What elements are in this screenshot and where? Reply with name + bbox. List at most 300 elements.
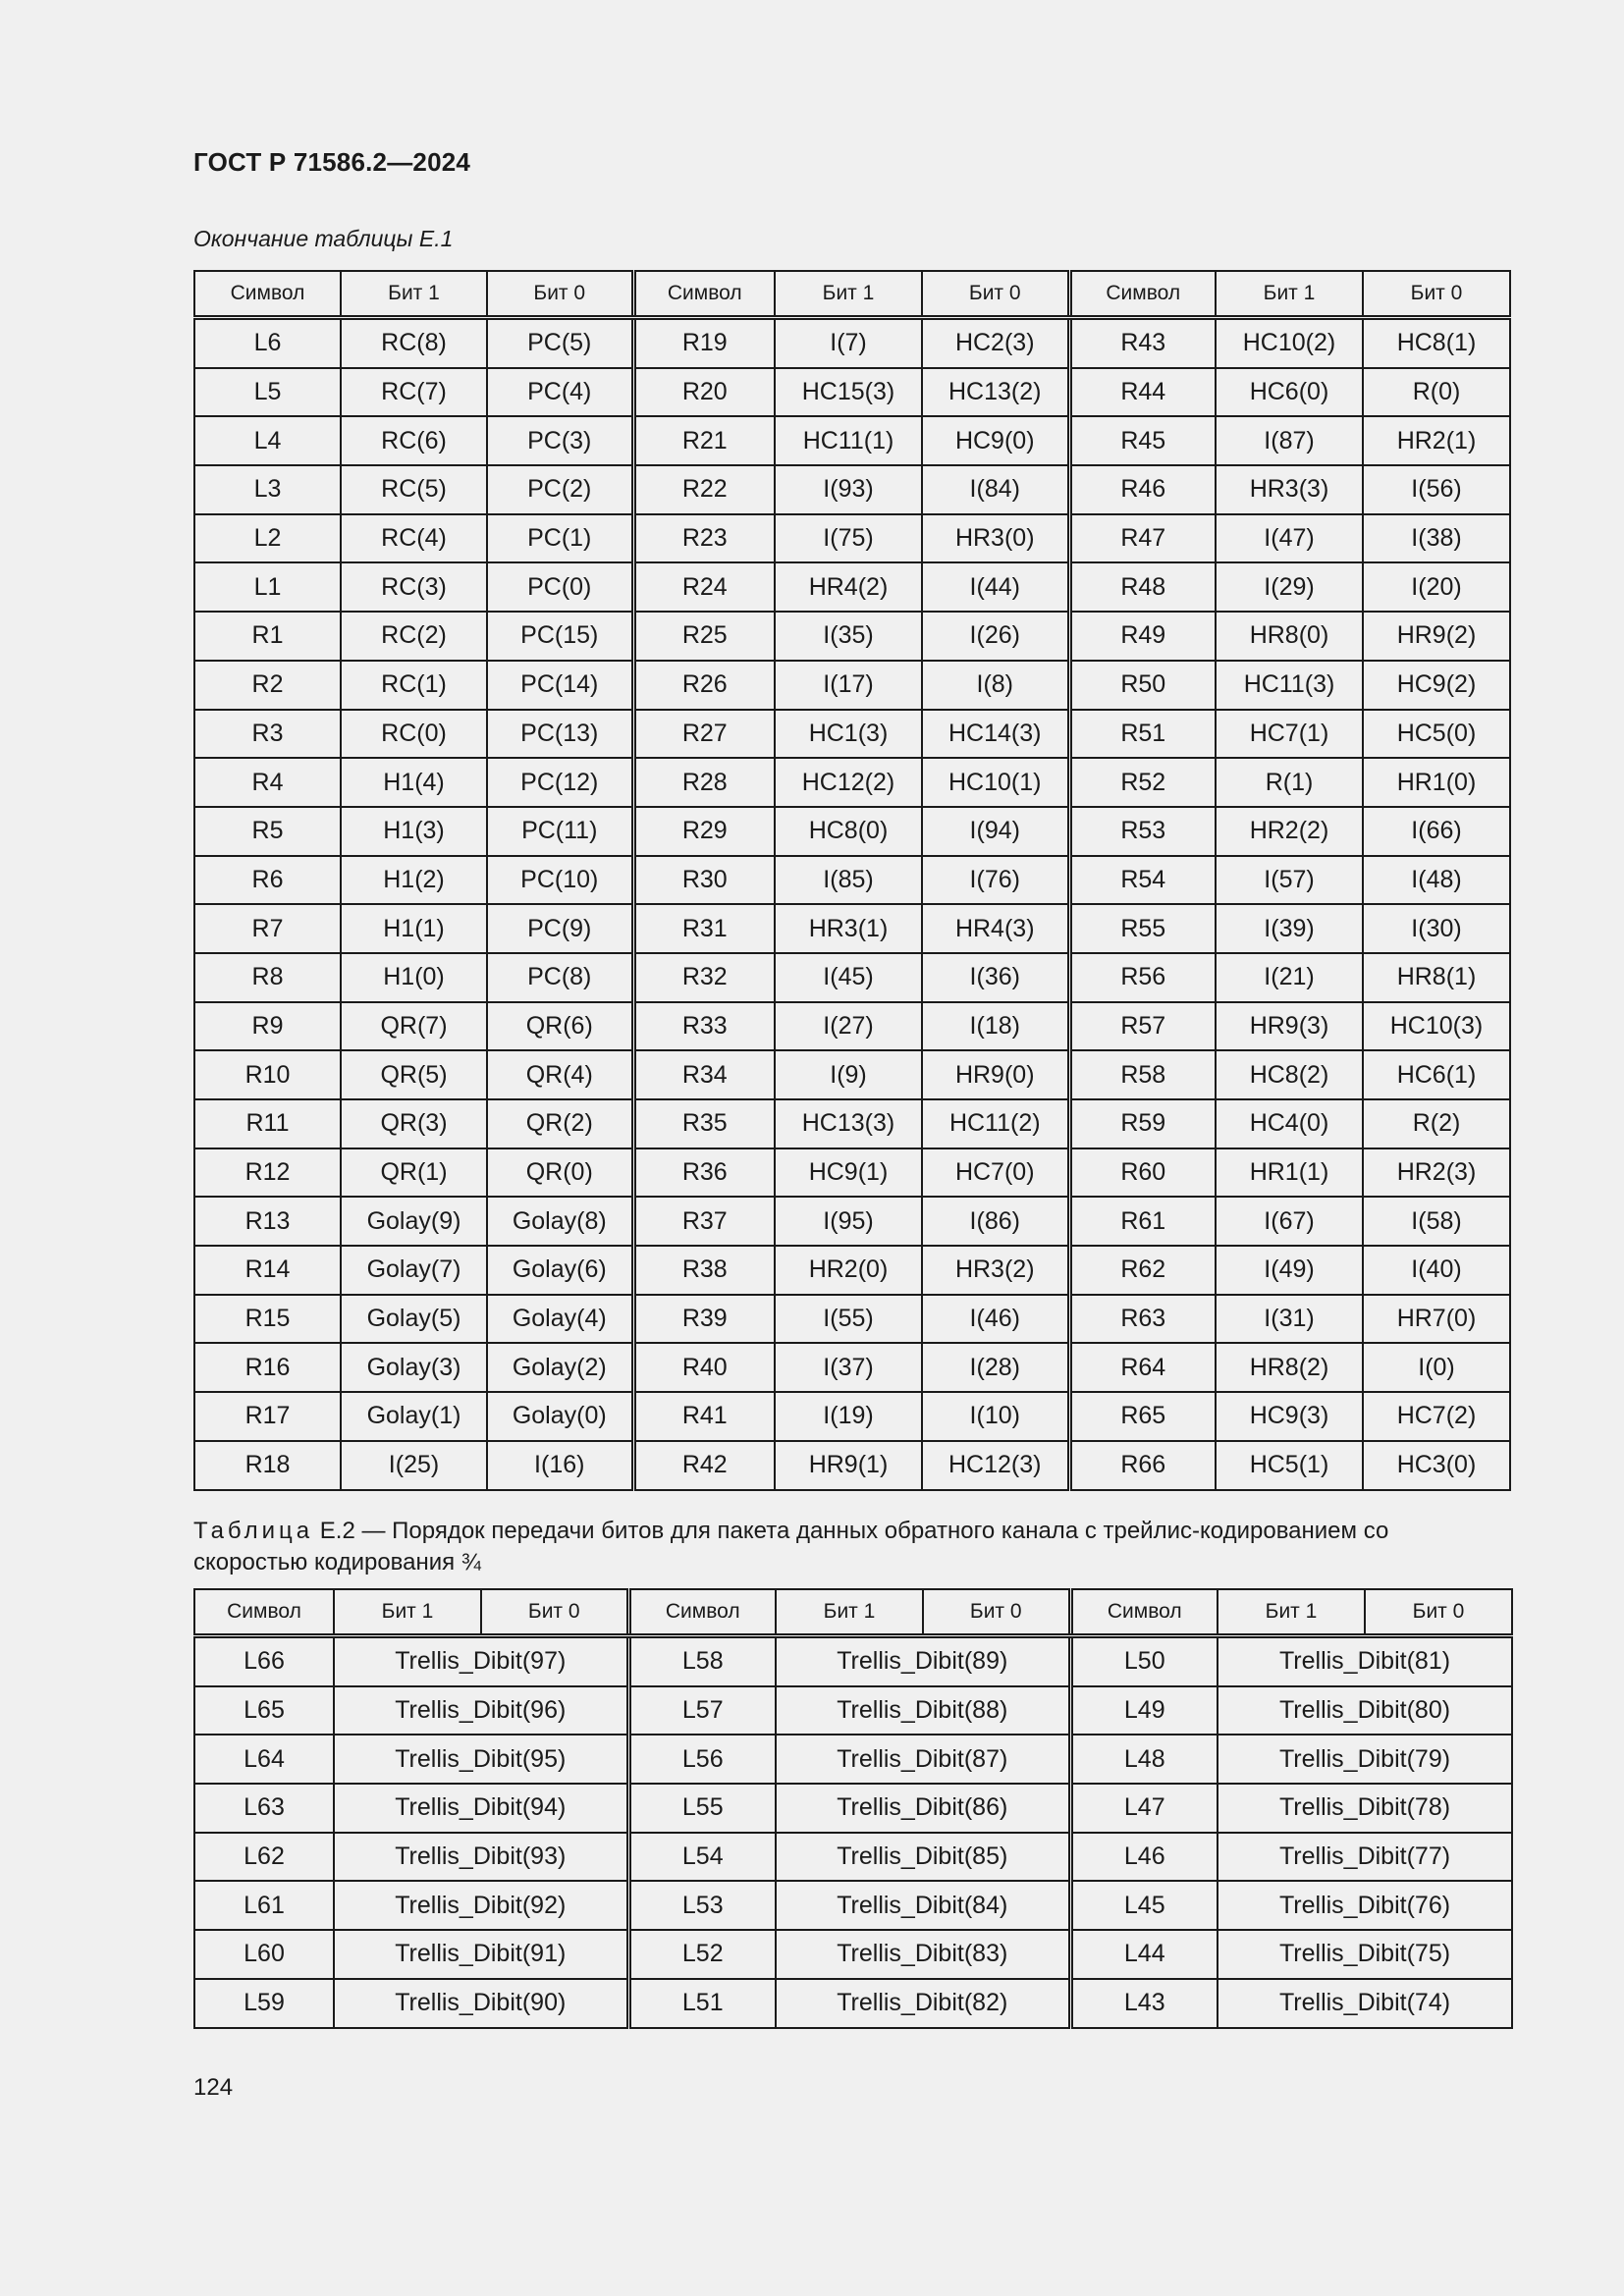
table-cell: R8 [194,953,341,1002]
dibit-cell: Trellis_Dibit(81) [1218,1636,1512,1686]
symbol-cell: L50 [1070,1636,1218,1686]
table-cell: HR1(1) [1216,1148,1363,1198]
document-header: ГОСТ Р 71586.2—2024 [193,147,471,177]
table-cell: I(16) [487,1441,633,1490]
table-cell: I(9) [775,1050,922,1099]
table-cell: L6 [194,318,341,368]
table-cell: HC8(0) [775,807,922,856]
table-cell: HC6(1) [1363,1050,1510,1099]
table-cell: QR(2) [487,1099,633,1148]
table-cell: RC(6) [341,416,487,465]
table-cell: QR(7) [341,1002,487,1051]
table-cell: R35 [633,1099,775,1148]
symbol-cell: L65 [194,1686,334,1735]
table-cell: R(1) [1216,758,1363,807]
table-cell: Golay(4) [487,1295,633,1344]
table-cell: R24 [633,562,775,612]
table-cell: I(26) [922,612,1069,661]
dibit-cell: Trellis_Dibit(95) [334,1735,628,1784]
table-cell: R58 [1069,1050,1216,1099]
table-cell: HR9(2) [1363,612,1510,661]
table-cell: R65 [1069,1392,1216,1441]
table-cell: H1(2) [341,856,487,905]
table-cell: HC7(0) [922,1148,1069,1198]
column-header: Бит 0 [487,271,633,318]
symbol-cell: L62 [194,1833,334,1882]
table-cell: HC8(1) [1363,318,1510,368]
dibit-cell: Trellis_Dibit(83) [776,1930,1070,1979]
table-cell: R34 [633,1050,775,1099]
table-cell: L3 [194,465,341,514]
table-cell: R1 [194,612,341,661]
table-row [194,562,1510,612]
table-row [194,904,1510,953]
table-cell: L1 [194,562,341,612]
table-cell: R54 [1069,856,1216,905]
symbol-cell: L57 [628,1686,776,1735]
table-cell: I(18) [922,1002,1069,1051]
table-cell: I(28) [922,1343,1069,1392]
table-cell: I(35) [775,612,922,661]
table-cell: HC10(1) [922,758,1069,807]
table-cell: I(7) [775,318,922,368]
table-cell: R45 [1069,416,1216,465]
table-header-row [194,1589,1512,1636]
table-row [194,1343,1510,1392]
table-cell: R46 [1069,465,1216,514]
table-cell: Golay(3) [341,1343,487,1392]
symbol-cell: L45 [1070,1881,1218,1930]
symbol-cell: L58 [628,1636,776,1686]
table-row [194,1246,1510,1295]
column-header: Символ [194,1589,334,1636]
table-cell: I(47) [1216,514,1363,563]
table-cell: HR3(2) [922,1246,1069,1295]
table-cell: R17 [194,1392,341,1441]
dibit-cell: Trellis_Dibit(85) [776,1833,1070,1882]
table-cell: L4 [194,416,341,465]
table-cell: R21 [633,416,775,465]
table-cell: H1(3) [341,807,487,856]
table-cell: I(76) [922,856,1069,905]
symbol-cell: L55 [628,1784,776,1833]
table-cell: HC15(3) [775,368,922,417]
table-cell: R6 [194,856,341,905]
table-cell: I(25) [341,1441,487,1490]
table-cell: R(2) [1363,1099,1510,1148]
column-header: Бит 0 [481,1589,628,1636]
table-cell: HR2(3) [1363,1148,1510,1198]
table-row [194,1881,1512,1930]
table-cell: RC(4) [341,514,487,563]
table-cell: I(57) [1216,856,1363,905]
table-cell: PC(3) [487,416,633,465]
table1-continuation-caption: Окончание таблицы Е.1 [193,226,454,251]
table-cell: L5 [194,368,341,417]
table-cell: QR(4) [487,1050,633,1099]
table-cell: HC10(2) [1216,318,1363,368]
table-cell: R56 [1069,953,1216,1002]
dibit-cell: Trellis_Dibit(84) [776,1881,1070,1930]
symbol-cell: L48 [1070,1735,1218,1784]
dibit-cell: Trellis_Dibit(76) [1218,1881,1512,1930]
symbol-cell: L54 [628,1833,776,1882]
dibit-cell: Trellis_Dibit(88) [776,1686,1070,1735]
table-cell: HR8(1) [1363,953,1510,1002]
table-cell: HC5(0) [1363,710,1510,759]
table-cell: PC(9) [487,904,633,953]
table-cell: PC(4) [487,368,633,417]
table-row [194,1441,1510,1490]
symbol-cell: L64 [194,1735,334,1784]
table-cell: R4 [194,758,341,807]
table-cell: RC(2) [341,612,487,661]
table-cell: R33 [633,1002,775,1051]
table-cell: HC9(3) [1216,1392,1363,1441]
table-e1-body [194,318,1510,1490]
table-cell: H1(0) [341,953,487,1002]
table-cell: HR4(2) [775,562,922,612]
dibit-cell: Trellis_Dibit(94) [334,1784,628,1833]
dibit-cell: Trellis_Dibit(91) [334,1930,628,1979]
symbol-cell: L60 [194,1930,334,1979]
table-cell: HC11(1) [775,416,922,465]
table-cell: RC(7) [341,368,487,417]
table-cell: R42 [633,1441,775,1490]
table-cell: R40 [633,1343,775,1392]
table-cell: I(87) [1216,416,1363,465]
page-number: 124 [193,2074,234,2101]
table-cell: PC(14) [487,661,633,710]
table-cell: QR(6) [487,1002,633,1051]
table-cell: R5 [194,807,341,856]
table-cell: I(37) [775,1343,922,1392]
table-cell: R63 [1069,1295,1216,1344]
table-cell: HC12(3) [922,1441,1069,1490]
column-header: Бит 1 [1218,1589,1365,1636]
table-cell: R31 [633,904,775,953]
table-cell: HR2(0) [775,1246,922,1295]
column-header: Символ [628,1589,776,1636]
table-cell: Golay(0) [487,1392,633,1441]
table-cell: R60 [1069,1148,1216,1198]
table-cell: HR1(0) [1363,758,1510,807]
table-cell: I(48) [1363,856,1510,905]
table-cell: R20 [633,368,775,417]
table-cell: R29 [633,807,775,856]
table-row [194,856,1510,905]
table-cell: I(0) [1363,1343,1510,1392]
column-header: Символ [1070,1589,1218,1636]
column-header: Бит 0 [923,1589,1070,1636]
table-cell: I(39) [1216,904,1363,953]
dibit-cell: Trellis_Dibit(92) [334,1881,628,1930]
table-cell: R11 [194,1099,341,1148]
table-cell: HC6(0) [1216,368,1363,417]
table-cell: R53 [1069,807,1216,856]
column-header: Символ [1069,271,1216,318]
table-cell: I(55) [775,1295,922,1344]
table-cell: HC9(2) [1363,661,1510,710]
table-cell: R10 [194,1050,341,1099]
table-cell: HR4(3) [922,904,1069,953]
table-cell: Golay(2) [487,1343,633,1392]
table-e2-body [194,1636,1512,2028]
symbol-cell: L51 [628,1979,776,2028]
dibit-cell: Trellis_Dibit(82) [776,1979,1070,2028]
table-row [194,1050,1510,1099]
column-header: Бит 0 [1363,271,1510,318]
table-cell: PC(2) [487,465,633,514]
table-row [194,1784,1512,1833]
table-cell: HC13(3) [775,1099,922,1148]
table-cell: R32 [633,953,775,1002]
table-cell: QR(0) [487,1148,633,1198]
symbol-cell: L43 [1070,1979,1218,2028]
table-row [194,514,1510,563]
dibit-cell: Trellis_Dibit(96) [334,1686,628,1735]
column-header: Бит 1 [775,271,922,318]
table-cell: R3 [194,710,341,759]
symbol-cell: L47 [1070,1784,1218,1833]
table-cell: PC(13) [487,710,633,759]
table-cell: I(8) [922,661,1069,710]
table-cell: I(29) [1216,562,1363,612]
table-cell: HR8(2) [1216,1343,1363,1392]
table-row [194,1833,1512,1882]
table-cell: HC2(3) [922,318,1069,368]
table-cell: PC(1) [487,514,633,563]
table-cell: RC(8) [341,318,487,368]
symbol-cell: L49 [1070,1686,1218,1735]
table-row [194,758,1510,807]
table-row [194,318,1510,368]
table-cell: I(10) [922,1392,1069,1441]
table-cell: PC(10) [487,856,633,905]
table-cell: R64 [1069,1343,1216,1392]
table-cell: R30 [633,856,775,905]
dibit-cell: Trellis_Dibit(97) [334,1636,628,1686]
table-cell: HC3(0) [1363,1441,1510,1490]
table-row [194,661,1510,710]
table-cell: I(38) [1363,514,1510,563]
symbol-cell: L66 [194,1636,334,1686]
table-cell: R2 [194,661,341,710]
table-cell: R44 [1069,368,1216,417]
table-cell: I(93) [775,465,922,514]
table-cell: Golay(9) [341,1197,487,1246]
table-cell: R9 [194,1002,341,1051]
table-cell: PC(12) [487,758,633,807]
table-row [194,1148,1510,1198]
table-cell: L2 [194,514,341,563]
table-row [194,807,1510,856]
table-cell: R14 [194,1246,341,1295]
table-cell: HC8(2) [1216,1050,1363,1099]
table-cell: R66 [1069,1441,1216,1490]
table-cell: HC10(3) [1363,1002,1510,1051]
dibit-cell: Trellis_Dibit(90) [334,1979,628,2028]
table-cell: R36 [633,1148,775,1198]
table-cell: HC1(3) [775,710,922,759]
table-cell: HR2(2) [1216,807,1363,856]
table-cell: R(0) [1363,368,1510,417]
table-e1 [193,270,1511,1491]
table-cell: I(49) [1216,1246,1363,1295]
table-row [194,1735,1512,1784]
table-cell: R28 [633,758,775,807]
table-cell: H1(1) [341,904,487,953]
dibit-cell: Trellis_Dibit(74) [1218,1979,1512,2028]
table-cell: I(85) [775,856,922,905]
table-e2 [193,1588,1513,2029]
symbol-cell: L61 [194,1881,334,1930]
table-cell: Golay(7) [341,1246,487,1295]
table-cell: HR3(3) [1216,465,1363,514]
table2-caption-label: Таблица [193,1518,314,1544]
table-cell: R26 [633,661,775,710]
table-cell: I(94) [922,807,1069,856]
table-cell: R38 [633,1246,775,1295]
table-cell: Golay(8) [487,1197,633,1246]
table-cell: R55 [1069,904,1216,953]
table-cell: R51 [1069,710,1216,759]
table-cell: R50 [1069,661,1216,710]
table-cell: RC(3) [341,562,487,612]
table-row [194,1099,1510,1148]
table-cell: R43 [1069,318,1216,368]
column-header: Символ [194,271,341,318]
table-cell: R48 [1069,562,1216,612]
table-cell: HR3(1) [775,904,922,953]
table-cell: HC11(3) [1216,661,1363,710]
dibit-cell: Trellis_Dibit(77) [1218,1833,1512,1882]
dibit-cell: Trellis_Dibit(78) [1218,1784,1512,1833]
symbol-cell: L52 [628,1930,776,1979]
table-row [194,710,1510,759]
table-cell: R12 [194,1148,341,1198]
table-row [194,1197,1510,1246]
table-cell: HC5(1) [1216,1441,1363,1490]
table-cell: HR9(3) [1216,1002,1363,1051]
table-row [194,465,1510,514]
table-header-row [194,271,1510,318]
table-row [194,612,1510,661]
table-e1-header [194,271,1510,318]
table-cell: Golay(5) [341,1295,487,1344]
table-cell: HR7(0) [1363,1295,1510,1344]
table-cell: RC(5) [341,465,487,514]
table-cell: Golay(1) [341,1392,487,1441]
table-cell: R19 [633,318,775,368]
table-cell: R49 [1069,612,1216,661]
table-cell: I(21) [1216,953,1363,1002]
table-cell: R27 [633,710,775,759]
table-cell: R52 [1069,758,1216,807]
table-cell: Golay(6) [487,1246,633,1295]
table-cell: PC(11) [487,807,633,856]
symbol-cell: L63 [194,1784,334,1833]
table-cell: HR8(0) [1216,612,1363,661]
table-cell: I(67) [1216,1197,1363,1246]
dibit-cell: Trellis_Dibit(89) [776,1636,1070,1686]
symbol-cell: L44 [1070,1930,1218,1979]
table-cell: PC(8) [487,953,633,1002]
table-row [194,1295,1510,1344]
table-cell: QR(5) [341,1050,487,1099]
table-cell: R61 [1069,1197,1216,1246]
dibit-cell: Trellis_Dibit(87) [776,1735,1070,1784]
table-cell: I(30) [1363,904,1510,953]
table-cell: RC(1) [341,661,487,710]
table-cell: HR9(1) [775,1441,922,1490]
table-row [194,1930,1512,1979]
symbol-cell: L56 [628,1735,776,1784]
column-header: Бит 1 [1216,271,1363,318]
table-cell: QR(3) [341,1099,487,1148]
table-cell: I(20) [1363,562,1510,612]
table-cell: HC13(2) [922,368,1069,417]
table-e2-header [194,1589,1512,1636]
table-cell: I(17) [775,661,922,710]
table-cell: HC14(3) [922,710,1069,759]
table-cell: HR3(0) [922,514,1069,563]
table-cell: I(44) [922,562,1069,612]
table-cell: I(19) [775,1392,922,1441]
table-cell: HC12(2) [775,758,922,807]
table-cell: I(36) [922,953,1069,1002]
table-cell: QR(1) [341,1148,487,1198]
dibit-cell: Trellis_Dibit(86) [776,1784,1070,1833]
symbol-cell: L46 [1070,1833,1218,1882]
table-cell: R22 [633,465,775,514]
dibit-cell: Trellis_Dibit(79) [1218,1735,1512,1784]
table-cell: HC7(2) [1363,1392,1510,1441]
table2-caption [193,1516,1509,1578]
table-cell: R62 [1069,1246,1216,1295]
table-cell: I(58) [1363,1197,1510,1246]
table-cell: R13 [194,1197,341,1246]
table-cell: I(66) [1363,807,1510,856]
table-cell: I(31) [1216,1295,1363,1344]
dibit-cell: Trellis_Dibit(75) [1218,1930,1512,1979]
column-header: Символ [633,271,775,318]
column-header: Бит 0 [1365,1589,1512,1636]
table-cell: I(27) [775,1002,922,1051]
table-cell: HC9(0) [922,416,1069,465]
table-cell: HR2(1) [1363,416,1510,465]
table-cell: R59 [1069,1099,1216,1148]
table-cell: HC9(1) [775,1148,922,1198]
table-cell: R23 [633,514,775,563]
symbol-cell: L59 [194,1979,334,2028]
table-cell: I(95) [775,1197,922,1246]
table-cell: I(84) [922,465,1069,514]
table-cell: H1(4) [341,758,487,807]
dibit-cell: Trellis_Dibit(93) [334,1833,628,1882]
table-cell: I(46) [922,1295,1069,1344]
table-row [194,368,1510,417]
table-cell: R39 [633,1295,775,1344]
table2-caption-text: Е.2 — Порядок передачи битов для пакета данных обратного канала с трейлис-кодированием со скоростью кодирования ¾ [193,1518,1389,1575]
table-cell: R47 [1069,514,1216,563]
table-cell: R15 [194,1295,341,1344]
symbol-cell: L53 [628,1881,776,1930]
table-cell: PC(15) [487,612,633,661]
column-header: Бит 1 [776,1589,923,1636]
table-row [194,1636,1512,1686]
table-cell: R7 [194,904,341,953]
